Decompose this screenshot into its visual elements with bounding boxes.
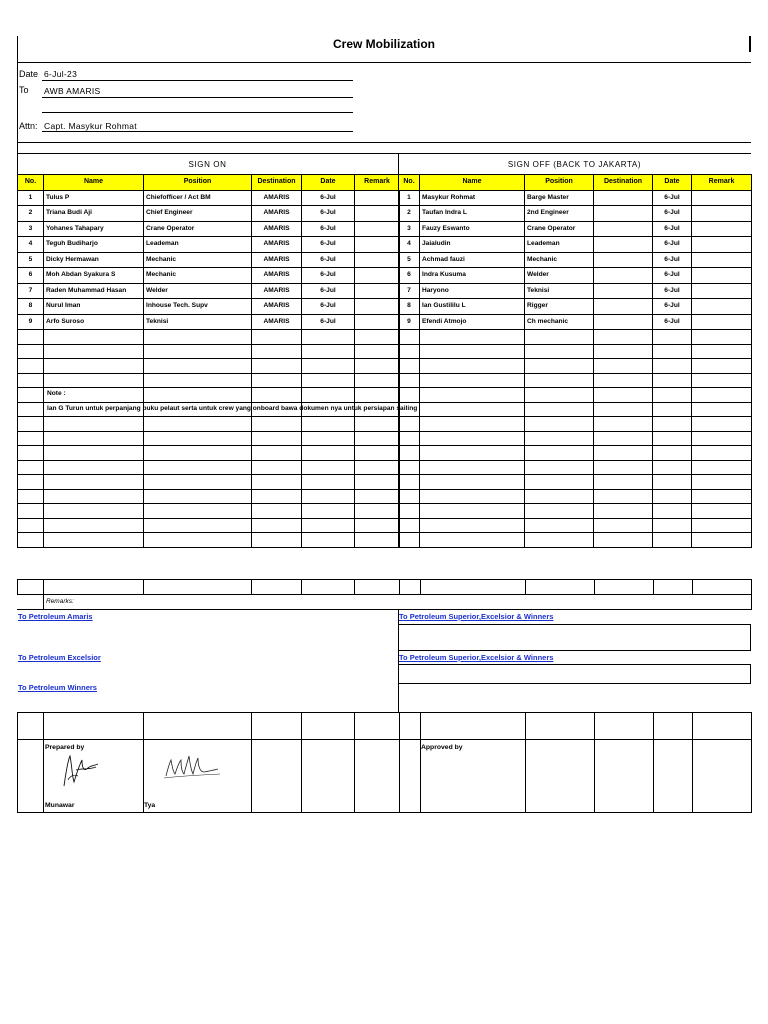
note-label: Note :	[47, 390, 66, 397]
table-row	[399, 206, 752, 222]
row-date: 6-Jul	[653, 283, 692, 299]
row-no: 4	[399, 237, 420, 253]
row-destination: AMARIS	[252, 237, 302, 253]
row-no: 8	[399, 299, 420, 315]
row-destination	[594, 314, 653, 330]
table-row	[18, 299, 400, 315]
row-no: 3	[18, 221, 44, 237]
row-name: Triana Budi Aji	[44, 206, 144, 222]
row-position: Barge Master	[525, 190, 594, 206]
row-remark	[692, 268, 752, 284]
to-value: AWB AMARIS	[44, 86, 101, 96]
sign-off-table	[398, 174, 752, 548]
col-header-name: Name	[44, 175, 144, 191]
row-destination	[594, 237, 653, 253]
row-position: Leademan	[525, 237, 594, 253]
table-row	[18, 221, 400, 237]
title-right-bar	[749, 36, 751, 52]
row-date: 6-Jul	[653, 314, 692, 330]
row-remark	[355, 206, 400, 222]
row-name: Teguh Budiharjo	[44, 237, 144, 253]
col-header-date: Date	[653, 175, 692, 191]
table-row	[18, 268, 400, 284]
row-remark	[692, 299, 752, 315]
col-header-date: Date	[302, 175, 355, 191]
footer-header-row	[17, 579, 752, 610]
row-no: 3	[399, 221, 420, 237]
header-rule-1	[17, 142, 751, 143]
col-header-position: Position	[525, 175, 594, 191]
empty-row	[18, 431, 400, 446]
empty-row	[18, 533, 400, 548]
empty-row	[18, 359, 400, 374]
empty-row	[399, 344, 752, 359]
col-header-no: No.	[18, 175, 44, 191]
table-row	[18, 252, 400, 268]
table-row	[399, 221, 752, 237]
link-petroleum-superior-1[interactable]: To Petroleum Superior,Excelsior & Winners	[399, 612, 554, 621]
table-row	[399, 314, 752, 330]
empty-row	[399, 504, 752, 519]
header-rule-2	[17, 153, 751, 154]
empty-row	[399, 489, 752, 504]
row-remark	[692, 190, 752, 206]
empty-row	[18, 373, 400, 388]
approved-by-label: Approved by	[421, 744, 463, 751]
signature-munawar	[58, 750, 104, 790]
table-row	[399, 268, 752, 284]
remarks-label: Remarks:	[46, 597, 74, 605]
row-destination	[594, 283, 653, 299]
empty-row	[399, 446, 752, 461]
link-petroleum-excelsior[interactable]: To Petroleum Excelsior	[18, 653, 101, 662]
row-no: 2	[18, 206, 44, 222]
empty-row	[399, 388, 752, 403]
row-date: 6-Jul	[302, 221, 355, 237]
col-header-no: No.	[399, 175, 420, 191]
row-date: 6-Jul	[302, 283, 355, 299]
col-header-remark: Remark	[692, 175, 752, 191]
row-date: 6-Jul	[302, 299, 355, 315]
right-box-edge-1	[750, 624, 751, 650]
attn-underline	[42, 131, 353, 132]
note-text: Ian G Turun untuk perpanjang buku pelaut serta untuk crew yang onboard bawa dokumen nya untuk persiapan sailing	[47, 405, 418, 412]
date-label: Date	[19, 69, 39, 79]
row-date: 6-Jul	[302, 268, 355, 284]
row-no: 1	[18, 190, 44, 206]
row-remark	[692, 252, 752, 268]
row-name: Yohanes Tahapary	[44, 221, 144, 237]
right-box-rule-3	[398, 664, 751, 665]
row-remark	[355, 237, 400, 253]
row-name: Tulus P	[44, 190, 144, 206]
row-remark	[692, 314, 752, 330]
to-underline	[42, 97, 353, 98]
row-position: Mechanic	[525, 252, 594, 268]
row-destination: AMARIS	[252, 221, 302, 237]
row-destination	[594, 221, 653, 237]
row-remark	[355, 252, 400, 268]
row-date: 6-Jul	[653, 268, 692, 284]
row-name: Dicky Hermawan	[44, 252, 144, 268]
row-date: 6-Jul	[653, 190, 692, 206]
row-name: Taufan Indra L	[420, 206, 525, 222]
table-row	[399, 252, 752, 268]
empty-row	[399, 475, 752, 490]
prepared-by-label: Prepared by	[45, 744, 85, 751]
right-box-rule-1	[398, 624, 751, 625]
sign-on-heading: SIGN ON	[188, 160, 227, 169]
row-position: Ch mechanic	[525, 314, 594, 330]
row-position: Rigger	[525, 299, 594, 315]
row-destination: AMARIS	[252, 268, 302, 284]
row-destination: AMARIS	[252, 190, 302, 206]
empty-row	[399, 330, 752, 345]
row-position: Teknisi	[144, 314, 252, 330]
table-row	[399, 299, 752, 315]
row-no: 5	[18, 252, 44, 268]
row-name: Nurul Iman	[44, 299, 144, 315]
row-no: 6	[18, 268, 44, 284]
row-date: 6-Jul	[653, 206, 692, 222]
empty-row	[18, 504, 400, 519]
col-header-destination: Destination	[594, 175, 653, 191]
date-underline	[42, 80, 353, 81]
empty-row	[18, 475, 400, 490]
title-underline	[17, 62, 751, 63]
link-petroleum-winners[interactable]: To Petroleum Winners	[18, 683, 97, 692]
row-date: 6-Jul	[653, 252, 692, 268]
row-no: 6	[399, 268, 420, 284]
row-position: Mechanic	[144, 268, 252, 284]
table-row	[18, 206, 400, 222]
row-name: Efendi Atmojo	[420, 314, 525, 330]
row-name: Masykur Rohmat	[420, 190, 525, 206]
empty-row	[18, 417, 400, 432]
row-position: Chiefofficer / Act BM	[144, 190, 252, 206]
row-destination	[594, 206, 653, 222]
row-no: 4	[18, 237, 44, 253]
table-row	[18, 237, 400, 253]
row-no: 5	[399, 252, 420, 268]
row-date: 6-Jul	[302, 252, 355, 268]
row-no: 9	[18, 314, 44, 330]
row-position: Crane Operator	[144, 221, 252, 237]
row-position: Chief Engineer	[144, 206, 252, 222]
row-remark	[355, 221, 400, 237]
row-destination	[594, 252, 653, 268]
row-position: Leademan	[144, 237, 252, 253]
row-remark	[355, 299, 400, 315]
row-date: 6-Jul	[653, 237, 692, 253]
right-box-rule-4	[398, 683, 751, 684]
row-remark	[355, 283, 400, 299]
table-row	[399, 237, 752, 253]
row-name: Ian Gustililu L	[420, 299, 525, 315]
row-no: 7	[399, 283, 420, 299]
sign-off-heading: SIGN OFF (BACK TO JAKARTA)	[507, 160, 642, 169]
row-destination: AMARIS	[252, 314, 302, 330]
row-date: 6-Jul	[302, 206, 355, 222]
empty-row	[399, 359, 752, 374]
empty-row	[18, 446, 400, 461]
row-no: 2	[399, 206, 420, 222]
empty-row	[18, 518, 400, 533]
row-date: 6-Jul	[653, 221, 692, 237]
empty-row	[399, 460, 752, 475]
empty-row	[18, 489, 400, 504]
col-header-name: Name	[420, 175, 525, 191]
row-position: Crane Operator	[525, 221, 594, 237]
empty-row	[399, 402, 752, 417]
row-date: 6-Jul	[302, 190, 355, 206]
attn-value: Capt. Masykur Rohmat	[44, 121, 137, 131]
row-destination: AMARIS	[252, 299, 302, 315]
empty-row	[399, 373, 752, 388]
row-name: Achmad fauzi	[420, 252, 525, 268]
blank-underline-1	[42, 112, 353, 113]
to-label: To	[19, 85, 29, 95]
empty-row	[18, 388, 400, 403]
row-name: Haryono	[420, 283, 525, 299]
row-name: Indra Kusuma	[420, 268, 525, 284]
row-no: 8	[18, 299, 44, 315]
table-row	[399, 190, 752, 206]
col-header-remark: Remark	[355, 175, 400, 191]
col-header-position: Position	[144, 175, 252, 191]
row-no: 9	[399, 314, 420, 330]
row-destination	[594, 299, 653, 315]
row-date: 6-Jul	[302, 237, 355, 253]
empty-row	[399, 431, 752, 446]
row-remark	[355, 190, 400, 206]
row-position: Inhouse Tech. Supv	[144, 299, 252, 315]
link-petroleum-amaris[interactable]: To Petroleum Amaris	[18, 612, 93, 621]
signer-name-2: Tya	[144, 802, 156, 809]
table-row	[18, 314, 400, 330]
row-destination: AMARIS	[252, 206, 302, 222]
row-name: Fauzy Eswanto	[420, 221, 525, 237]
row-remark	[355, 314, 400, 330]
row-remark	[692, 237, 752, 253]
right-box-edge-2	[750, 664, 751, 683]
row-position: Teknisi	[525, 283, 594, 299]
signature-table	[17, 712, 752, 813]
signature-tya	[160, 752, 222, 784]
page-title: Crew Mobilization	[333, 37, 435, 51]
row-destination: AMARIS	[252, 283, 302, 299]
attn-label: Attn:	[19, 121, 38, 131]
table-row	[399, 283, 752, 299]
empty-row	[18, 460, 400, 475]
row-remark	[692, 221, 752, 237]
empty-row	[399, 417, 752, 432]
empty-row	[18, 344, 400, 359]
row-name: Jaialudin	[420, 237, 525, 253]
empty-row	[18, 330, 400, 345]
row-position: Mechanic	[144, 252, 252, 268]
footer-rule	[17, 609, 751, 610]
table-row	[18, 190, 400, 206]
row-position: Welder	[144, 283, 252, 299]
row-remark	[692, 206, 752, 222]
table-row	[18, 283, 400, 299]
row-date: 6-Jul	[653, 299, 692, 315]
empty-row	[399, 533, 752, 548]
row-no: 7	[18, 283, 44, 299]
link-petroleum-superior-2[interactable]: To Petroleum Superior,Excelsior & Winners	[399, 653, 554, 662]
row-position: Welder	[525, 268, 594, 284]
row-destination	[594, 268, 653, 284]
row-name: Arfo Suroso	[44, 314, 144, 330]
row-destination: AMARIS	[252, 252, 302, 268]
row-remark	[692, 283, 752, 299]
row-remark	[355, 268, 400, 284]
row-destination	[594, 190, 653, 206]
right-box-rule-2	[398, 650, 751, 651]
row-no: 1	[399, 190, 420, 206]
row-position: 2nd Engineer	[525, 206, 594, 222]
col-header-destination: Destination	[252, 175, 302, 191]
empty-row	[399, 518, 752, 533]
sign-on-table	[17, 174, 400, 548]
row-name: Moh Abdan Syakura S	[44, 268, 144, 284]
signer-name-1: Munawar	[45, 802, 75, 809]
row-name: Raden Muhammad Hasan	[44, 283, 144, 299]
row-date: 6-Jul	[302, 314, 355, 330]
date-value: 6-Jul-23	[44, 69, 78, 79]
